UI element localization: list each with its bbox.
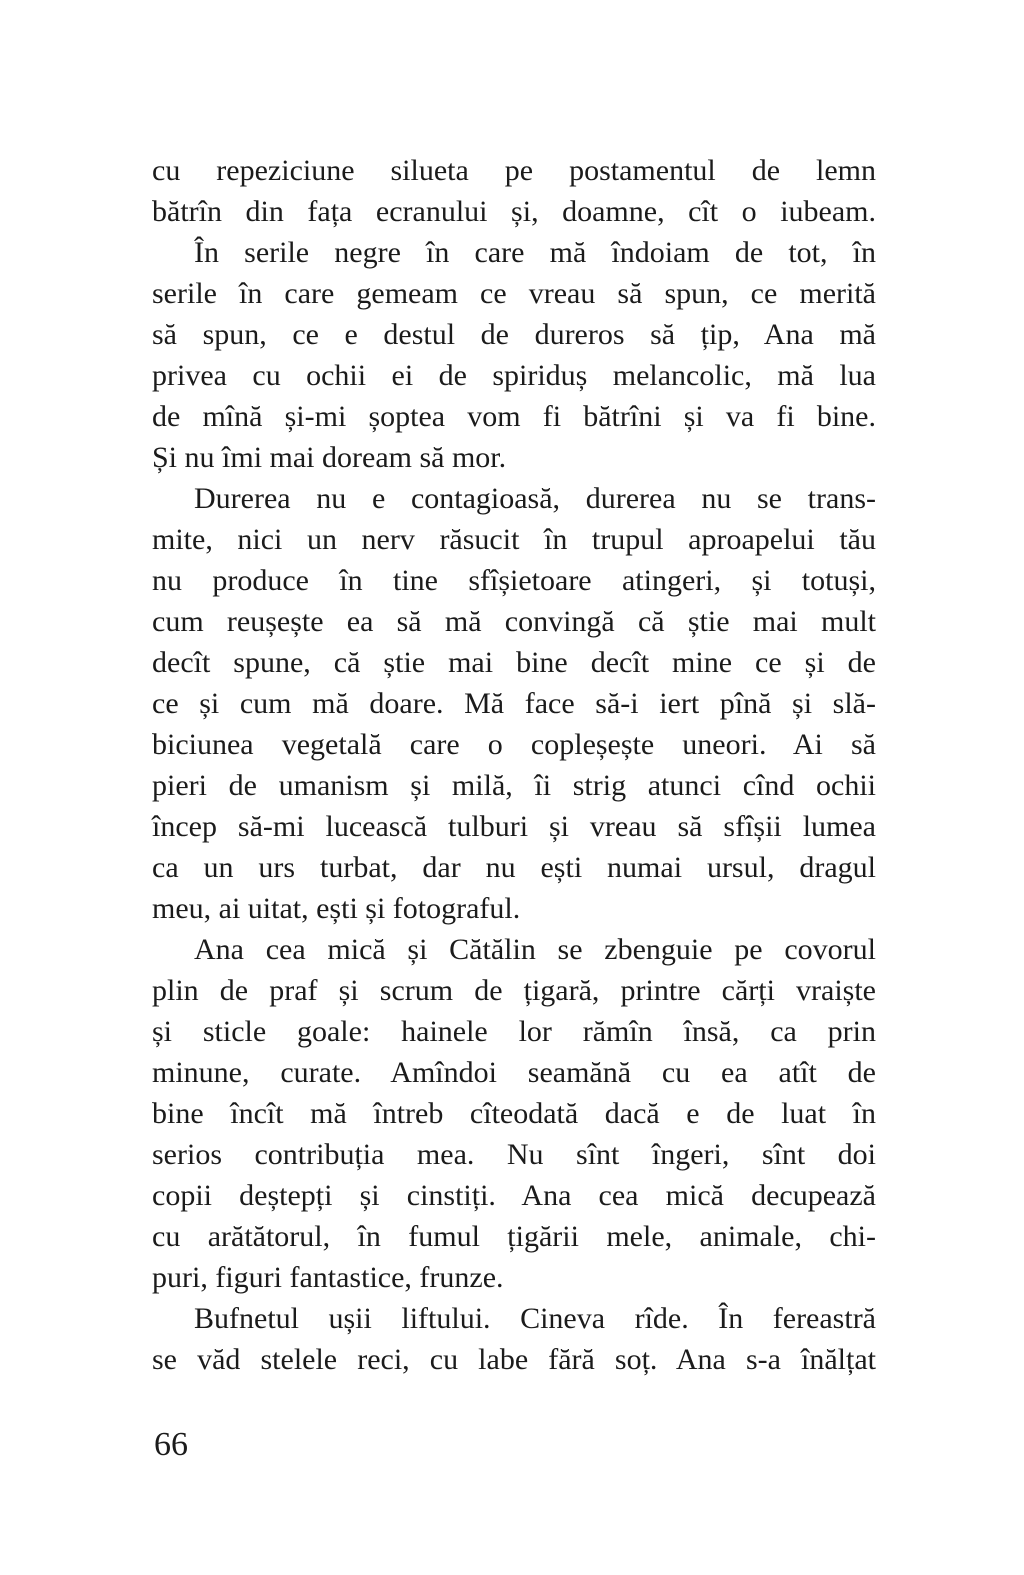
text-line: să spun, ce e destul de dureros să țip, Ana mă bbox=[152, 318, 876, 351]
text-line: minune, curate. Amîndoi seamănă cu ea atît de bbox=[152, 1056, 876, 1089]
text-line: cu repeziciune silueta pe postamentul de lemn bbox=[152, 154, 876, 187]
text-line: serile în care gemeam ce vreau să spun, ce merită bbox=[152, 277, 876, 310]
page-text bbox=[152, 150, 876, 1380]
page-number: 66 bbox=[154, 1426, 188, 1463]
text-line: de mînă și-mi șoptea vom fi bătrîni și va fi bine. bbox=[152, 400, 876, 433]
text-line: cu arătătorul, în fumul țigării mele, animale, chi- bbox=[152, 1220, 876, 1253]
text-line: copii deștepți și cinstiți. Ana cea mică decupează bbox=[152, 1179, 876, 1212]
text-line: ce și cum mă doare. Mă face să-i iert pînă și slă- bbox=[152, 687, 876, 720]
text-line: Și nu îmi mai doream să mor. bbox=[152, 441, 507, 474]
text-line: bine încît mă întreb cîteodată dacă e de luat în bbox=[152, 1097, 876, 1130]
text-line: pieri de umanism și milă, îi strig atunci cînd ochii bbox=[152, 769, 876, 802]
text-line: meu, ai uitat, ești și fotograful. bbox=[152, 892, 521, 925]
text-line: plin de praf și scrum de țigară, printre cărți vraiște bbox=[152, 974, 876, 1007]
text-line: serios contribuția mea. Nu sînt îngeri, sînt doi bbox=[152, 1138, 876, 1171]
text-line: încep să-mi lucească tulburi și vreau să sfîșii lumea bbox=[152, 810, 876, 843]
text-line: cum reușește ea să mă convingă că știe mai mult bbox=[152, 605, 876, 638]
text-line: ca un urs turbat, dar nu ești numai ursul, dragul bbox=[152, 851, 876, 884]
text-line: bătrîn din fața ecranului și, doamne, cît o iubeam. bbox=[152, 195, 876, 228]
text-line: nu produce în tine sfîșietoare atingeri, și totuși, bbox=[152, 564, 876, 597]
text-line: puri, figuri fantastice, frunze. bbox=[152, 1261, 504, 1294]
text-line: și sticle goale: hainele lor rămîn însă, ca prin bbox=[152, 1015, 876, 1048]
text-line: privea cu ochii ei de spiriduș melancolic, mă lua bbox=[152, 359, 876, 392]
text-line: biciunea vegetală care o copleșește uneori. Ai să bbox=[152, 728, 876, 761]
text-line: se văd stelele reci, cu labe fără soț. Ana s-a înălțat bbox=[152, 1343, 876, 1376]
text-line: Bufnetul ușii liftului. Cineva rîde. În fereastră bbox=[194, 1302, 876, 1335]
text-line: Durerea nu e contagioasă, durerea nu se trans- bbox=[194, 482, 876, 515]
text-line: Ana cea mică și Cătălin se zbenguie pe covorul bbox=[194, 933, 876, 966]
text-line: În serile negre în care mă îndoiam de tot, în bbox=[194, 236, 876, 269]
text-line: decît spune, că știe mai bine decît mine ce și de bbox=[152, 646, 876, 679]
text-line: mite, nici un nerv răsucit în trupul aproapelui tău bbox=[152, 523, 876, 556]
